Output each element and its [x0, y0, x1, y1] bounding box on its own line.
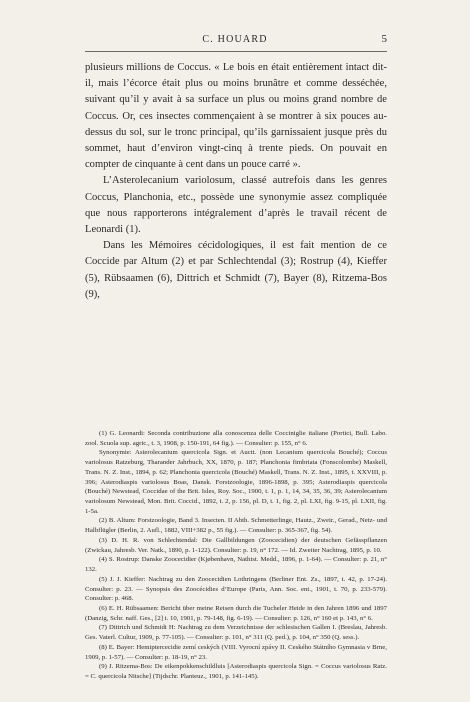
footnotes [85, 429, 387, 682]
paragraph-3: Dans les Mémoires cécidologiques, il est fait mention de ce Coccide par Altum (2) et par Schlechtendal (3); Rostrup (4), Kieffer (5), Rübsaamen (6), Dittrich et Schmidt (7), Bayer (8), Ritzema-Bos (9), [85, 240, 387, 300]
footnote-4: (4) S. Rostrup: Danske Zoocecidier (Kjøbenhavn, Nathist. Medd., 1896, p. 1-64). — Consulter: p. 21, n° 132. [85, 556, 387, 574]
paragraph-1: plusieurs millions de Coccus. « Le bois en était entièrement intact dit-il, mais l’écorce était plus ou moins brunâtre et comme desséchée, suivant qu’il y avait à sa surface un plus ou moins grand nombre de Coccus. Or, ces insectes commençaient à se montrer à six pouces au-dessus du sol, sur le tronc principal, qu’ils garnissaient jusque près du sommet, haut d’environ vingt-cinq à trente pieds. On pouvait en compter de cinquante à cent dans un pouce carré ». [85, 62, 387, 171]
running-title: C. HOUARD [202, 34, 268, 45]
footnote-1: (1) G. Leonardi: Seconda contribuzione alla conoscenza delle Cocciniglie italiane (Portici, Bull. Labo. zool. Scuola sup. agric., t. 3, 1908, p. 150-191, 64 fig.). — Consulter: p. 155, n° 6. [85, 430, 387, 447]
footnote-3: (3) D. H. R. von Schlechtendal: Die Gallbildungen (Zoocecidien) der deutschen Gefässpflanzen (Zwickau, Jahresb. Ver. Natk., 1890, p. 1-122). Consulter: p. 19, n° 172. — Id. Zweiter Nachtrag, 1895, p. 10. [85, 536, 387, 554]
footnote-9: (9) J. Ritzema-Bos: De eikenpokkenschildluis [Asterodiaspis quercicola Sign. = Coccus variolosus Ratz. = C. quercicola Nitsche] (Tijdschr. Planteuz., 1901, p. 141-145). [85, 663, 387, 680]
main-text [85, 60, 387, 303]
running-head [0, 34, 470, 48]
page-number: 5 [381, 33, 387, 45]
header-rule [85, 51, 387, 52]
footnote-8: (8) E. Bayer: Hemiptercecidie zemí ceských (VIII. Vyrocní zpávy II. Ceského Státního Gymnasia v Brne, 1909, p. 1-57). — Consulter: p. 18-19, n° 23. [85, 643, 387, 661]
footnote-2: (2) B. Altum: Forstzoologie, Band 3. Insecten. II Abth. Schmetterlinge, Hautz., Zweir., Gerad., Netz- und Halbflügler (Berlin, 2. Aufl., 1882, VIII+382 p., 55 fig.). — Consulter: p. 365-367, fig. 54). [85, 517, 387, 535]
footnote-6: (6) E. H. Rübsaamen: Bericht über meine Reisen durch die Tucheler Heide in den Jahren 1896 und 1897 (Danzig, Schr. naff. Ges., [2] t. 10, 1901, p. 79-148, fig. 6-19). — Consulter: p. 126, n° 160 et p. 143, n° 6. [85, 604, 387, 622]
footnote-7: (7) Dittrich und Schmidt H: Nachtrag zu dem Verzeichnisse der schlesischen Gallen I. (Breslau, Jahresb. Ges. Vaterl. Cultur, 1909, p. 77-105). — Consulter: p. 101, n° 311 (Q. ped.), p. 104, n° 350 (Q. sess.). [85, 624, 387, 642]
paragraph-2: L’Asterolecanium variolosum, classé autrefois dans les genres Coccus, Planchonia, etc., possède une synonymie assez compliquée que nous rapporterons intégralement d’après le travail récent de Leonardi (1). [85, 175, 387, 236]
footnote-5: (5) J. J. Kieffer: Nachtrag zu den Zoocecidien Lothringens (Berliner Ent. Zs., 1897, t. 42, p. 17-24). Consulter: p. 23. — Synopsis des Zoocécidies d’Europe (Paris, Ann. Soc. ent., 1901, t. 70, p. 233-579). Consulter: p. 468. [85, 575, 387, 603]
footnote-synonymie: Synonymie: Asterolecanium quercicola Sign. et Auctt. (non Lecanium quercicola Bouché); Coccus variolosus Ratzeburg, Tharander Jahrbuch, XX, 1870, p. 187; Planchonia fimbriata (Fonscolombe) Maskell, Trans. N. Z. Inst., 1894, p. 62; Planchonia quercicola (Bouché) Maskell, Trans. N. Z. Inst., 1895, t. XXVIII, p. 396; Asterodiaspis variolosus Boas, Dansk. Forstzoologie, 1896-1898, p. 395; Asterodiaspis quercicola (Bouché) Newstead, Coccidae of the Brit. Isles, Roy. Soc., 1900, t. 1, p. 1, 14, 34, 35, 36, 39; Asterolecanium variolosum Newstead, Mon. Brit. Coccid., 1892, t. 2, p. 156, pl. D, t. 1, fig. 2, pl. LXI, fig. 9-15, pl. LXII, fig. 1-5a. [85, 449, 387, 515]
